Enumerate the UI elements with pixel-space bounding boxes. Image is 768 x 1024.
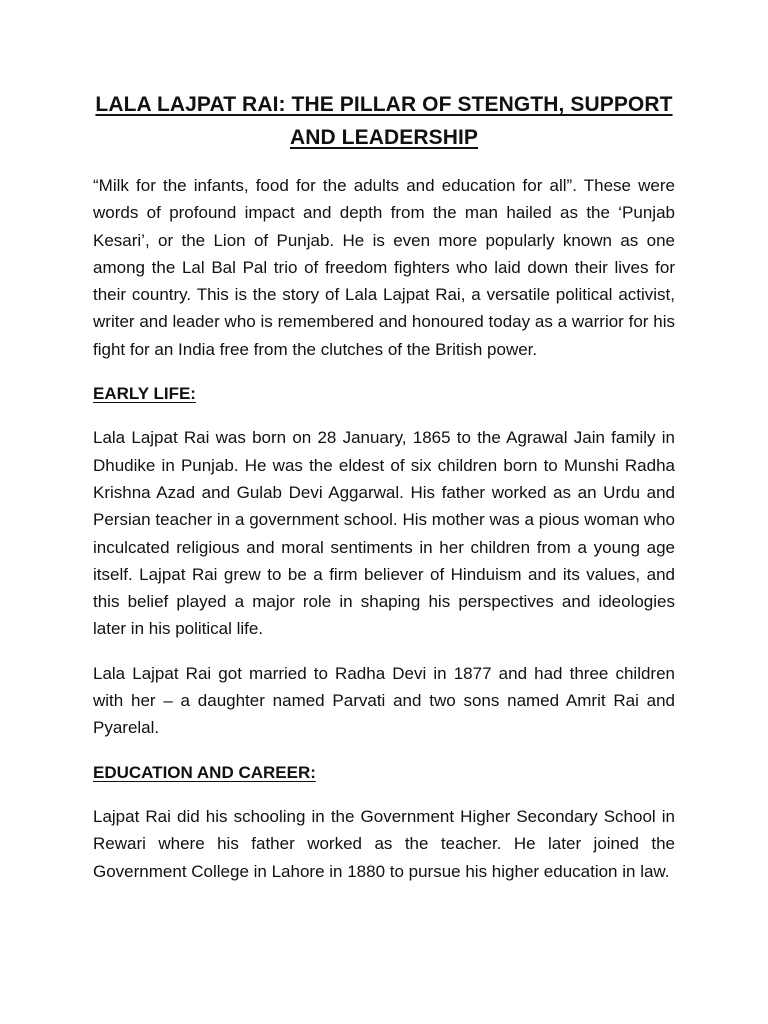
section-heading-early-life: EARLY LIFE: [93,384,196,404]
early-life-paragraph-1: Lala Lajpat Rai was born on 28 January, 1865 to the Agrawal Jain family in Dhudike in Punjab. He was the eldest of six children born to Munshi Radha Krishna Azad and Gulab Devi Aggarwal. His father worked as an Urdu and Persian teacher in a government school. His mother was a pious woman who inculcated religious and moral sentiments in her children from a young age itself. Lajpat Rai grew to be a firm believer of Hinduism and its values, and this belief played a major role in shaping his perspectives and ideologies later in his political life. [93,428,675,639]
document-page [93,88,675,902]
early-life-paragraph-2: Lala Lajpat Rai got married to Radha Devi in 1877 and had three children with her – a daughter named Parvati and two sons named Amrit Rai and Pyarelal. [93,663,675,738]
education-career-paragraph-1: Lajpat Rai did his schooling in the Government Higher Secondary School in Rewari where his father worked as the teacher. He later joined the Government College in Lahore in 1880 to pursue his higher education in law. [93,806,675,881]
document-title: LALA LAJPAT RAI: THE PILLAR OF STENGTH, SUPPORT AND LEADERSHIP [95,93,673,149]
section-heading-education-career: EDUCATION AND CAREER: [93,762,316,782]
intro-paragraph: “Milk for the infants, food for the adults and education for all”. These were words of profound impact and depth from the man hailed as the ‘Punjab Kesari’, or the Lion of Punjab. He is even more popularly known as one among the Lal Bal Pal trio of freedom fighters who laid down their lives for their country. This is the story of Lala Lajpat Rai, a versatile political activist, writer and leader who is remembered and honoured today as a warrior for his fight for an India free from the clutches of the British power. [93,176,675,359]
